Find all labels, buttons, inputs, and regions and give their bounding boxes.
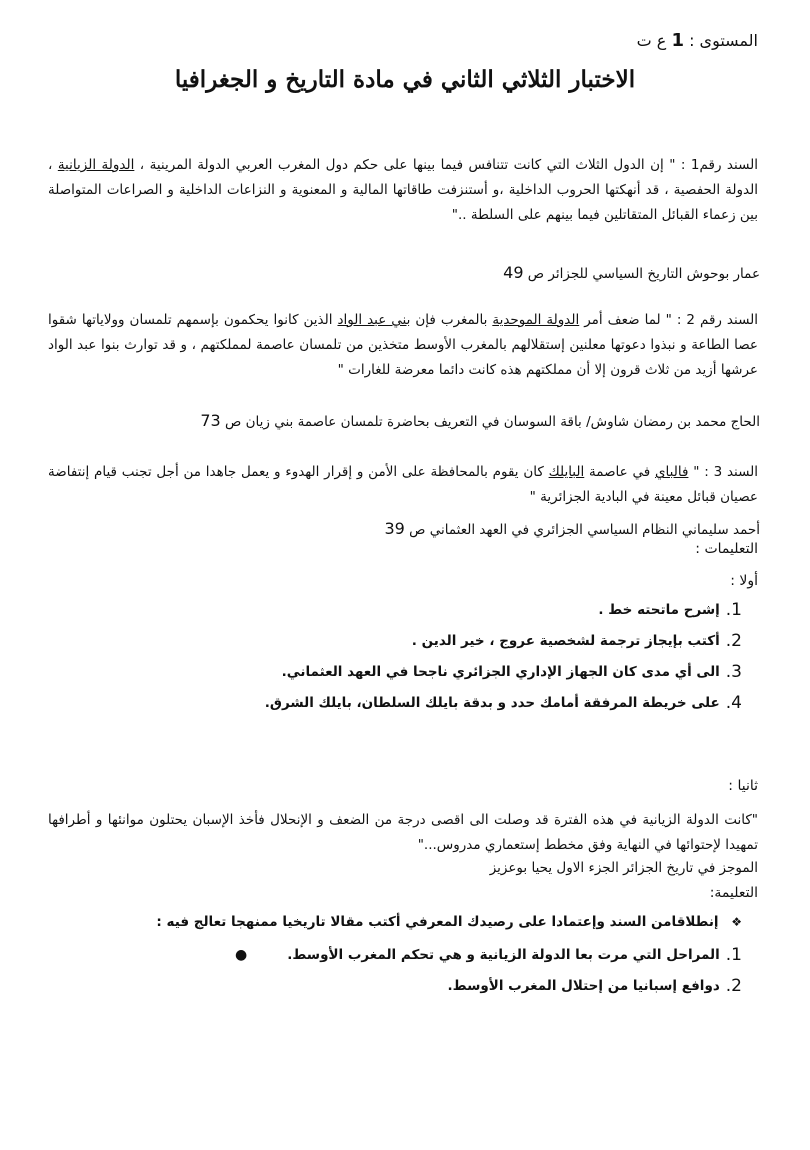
doc1-label: السند رقم1 : bbox=[680, 157, 758, 173]
doc2-text-2: بالمغرب فإن bbox=[410, 312, 493, 328]
question-item bbox=[52, 594, 742, 625]
doc2-source-text: الحاج محمد بن رمضان شاوش/ باقة السوسان في التعريف بحاضرة تلمسان عاصمة بني زيان ص bbox=[225, 414, 760, 430]
doc2-page: 73 bbox=[200, 411, 221, 430]
document-1 bbox=[48, 153, 758, 228]
doc2-underlined-1: الدولة الموحدية bbox=[492, 312, 580, 328]
part2-question-list bbox=[52, 939, 742, 1001]
question-number: 1. bbox=[725, 944, 742, 965]
document-2 bbox=[48, 308, 758, 383]
document-3 bbox=[48, 460, 758, 510]
doc2-label: السند رقم 2 : bbox=[676, 312, 759, 328]
diamond-bullet-icon: ❖ bbox=[731, 915, 742, 929]
doc3-text-2: في عاصمة bbox=[584, 464, 655, 480]
bullet-dot-icon: ● bbox=[234, 946, 248, 963]
level-suffix: ع ت bbox=[636, 31, 667, 50]
level-line bbox=[637, 30, 758, 51]
level-value: 1 bbox=[671, 30, 684, 51]
part2-source: الموجز في تاريخ الجزائر الجزء الاول يحيا بوعزيز bbox=[489, 860, 758, 876]
doc3-page: 39 bbox=[384, 519, 405, 538]
doc3-underlined-2: البايلك bbox=[548, 464, 585, 480]
instructions-heading: التعليمات : bbox=[695, 541, 758, 557]
part2-label: ثانيا : bbox=[728, 778, 758, 794]
question-item bbox=[52, 687, 742, 718]
question-item bbox=[52, 625, 742, 656]
part1-question-list bbox=[52, 594, 742, 718]
part2-quote: "كانت الدولة الزيانية في هذه الفترة قد وصلت الى اقصى درجة من الضعف و الإنحلال فأخذ الإسبان يحتلون موانئها و أطرافها تمهيدا لإحتوائها في النهاية وفق مخطط إستعماري مدروس..." bbox=[48, 812, 758, 853]
doc1-page: 49 bbox=[503, 263, 524, 282]
doc3-label: السند 3 : bbox=[704, 464, 759, 480]
question-text: الى أي مدى كان الجهاز الإداري الجزائري ناجحا في العهد العثماني. bbox=[281, 663, 720, 680]
doc2-source bbox=[200, 411, 760, 430]
doc1-text-after: ، الدولة الحفصية ، قد أنهكتها الحروب الداخلية ،و أستنزفت طاقاتها المالية و المعنوية و النزاعات الداخلية و الصراعات المتواصلة بين زعماء القبائل المتقاتلين فيما بينهم على السلطة .." bbox=[48, 157, 758, 223]
question-text: إشرح ماتحته خط . bbox=[598, 601, 720, 618]
part2-task: إنطلاقامن السند وإعتمادا على رصيدك المعرفي أكتب مقالا تاريخيا ممنهجا تعالج فيه : bbox=[156, 914, 719, 930]
question-number: 4. bbox=[725, 692, 742, 713]
part1-label: أولا : bbox=[730, 573, 758, 589]
question-text: أكتب بإيجاز ترجمة لشخصية عروج ، خير الدين . bbox=[411, 632, 720, 649]
doc3-underlined-1: فالباي bbox=[654, 464, 689, 480]
doc2-underlined-2: بني عبد الواد bbox=[337, 312, 411, 328]
doc1-text-before: " إن الدول الثلاث التي كانت تتنافس فيما بينها على حكم دول المغرب العربي الدولة المرينية ، bbox=[134, 157, 676, 173]
doc1-source-text: عمار بوحوش التاريخ السياسي للجزائر ص bbox=[527, 266, 760, 282]
question-text: المراحل التي مرت بعا الدولة الزيانية و هي تحكم المغرب الأوسط. bbox=[287, 946, 720, 963]
question-item bbox=[52, 970, 742, 1001]
level-label: المستوى : bbox=[689, 31, 758, 50]
question-text: دوافع إسبانيا من إحتلال المغرب الأوسط. bbox=[447, 977, 720, 994]
question-number: 3. bbox=[725, 661, 742, 682]
question-number: 2. bbox=[725, 630, 742, 651]
question-number: 2. bbox=[725, 975, 742, 996]
doc3-text-1: " bbox=[688, 464, 700, 480]
doc1-source bbox=[503, 263, 760, 282]
question-text: على خريطة المرفقة أمامك حدد و بدقة بايلك السلطان، بايلك الشرق. bbox=[264, 694, 720, 711]
doc3-source-text: أحمد سليماني النظام السياسي الجزائري في العهد العثماني ص bbox=[409, 522, 760, 538]
doc3-text-3: كان يقوم بالمحافظة على الأمن و إقرار الهدوء و يعمل جاهدا من أجل تجنب قيام إنتفاضة عصيان قبائل معينة في البادية الجزائرية " bbox=[48, 464, 758, 505]
doc3-source bbox=[384, 519, 760, 538]
question-item bbox=[52, 939, 742, 970]
part2-task-line bbox=[52, 914, 742, 930]
question-number: 1. bbox=[725, 599, 742, 620]
doc2-text-1: " لما ضعف أمر bbox=[579, 312, 672, 328]
exam-title: الاختبار الثلاثي الثاني في مادة التاريخ و الجغرافيا bbox=[174, 66, 636, 93]
doc2-text-3: الذين كانوا يحكمون بإسمهم تلمسان وولاياتها شقوا عصا الطاعة و نبذوا دعوتها معلنين إستقلالهم بالمغرب الأوسط متخذين من تلمسان عاصمة لمملكتهم ، و قد توارث بنوا عبد الواد عرشها أزيد من ثلاث قرون إلا أن مملكتهم هذه كانت دائما معرضة للغارات " bbox=[48, 312, 758, 378]
doc1-underlined: الدولة الزيانية bbox=[57, 157, 135, 173]
question-item bbox=[52, 656, 742, 687]
part2-instruction-heading: التعليمة: bbox=[709, 885, 758, 901]
